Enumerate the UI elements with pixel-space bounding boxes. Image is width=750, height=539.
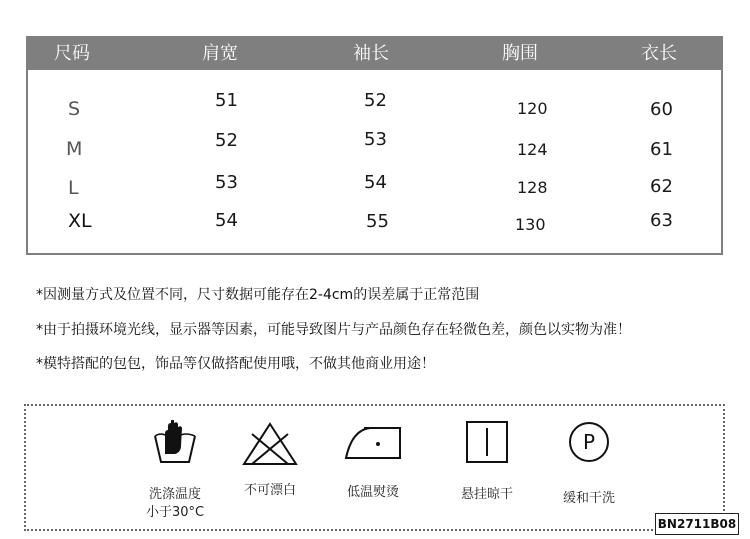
note-measurement: *因测量方式及位置不同，尺寸数据可能存在2-4cm的误差属于正常范围 bbox=[36, 287, 480, 303]
care-label: 不可漂白 bbox=[243, 483, 296, 498]
care-item-bleach bbox=[220, 406, 320, 531]
care-item-iron bbox=[323, 406, 423, 531]
care-label: 缓和干洗 bbox=[562, 491, 615, 506]
hand-wash-icon bbox=[147, 420, 203, 466]
cell-sleeve: 53 bbox=[364, 129, 387, 150]
cell-length: 60 bbox=[650, 99, 673, 120]
care-item-dry bbox=[437, 406, 537, 531]
cell-shoulder: 54 bbox=[215, 210, 238, 231]
header-sleeve: 袖长 bbox=[353, 43, 389, 64]
low-iron-icon bbox=[342, 420, 404, 462]
note-color: *由于拍摄环境光线，显示器等因素，可能导致图片与产品颜色存在轻微色差，颜色以实物为准！ bbox=[36, 322, 631, 338]
cell-size: M bbox=[66, 138, 83, 160]
header-size: 尺码 bbox=[54, 43, 90, 64]
cell-size: XL bbox=[68, 210, 92, 232]
header-chest: 胸围 bbox=[502, 43, 538, 64]
care-label: 悬挂晾干 bbox=[460, 487, 513, 502]
header-length: 衣长 bbox=[641, 43, 677, 64]
professional-clean-icon bbox=[567, 420, 611, 464]
cell-chest: 128 bbox=[517, 178, 548, 197]
cell-length: 61 bbox=[650, 139, 673, 160]
size-table bbox=[26, 36, 723, 255]
care-instructions bbox=[24, 404, 725, 531]
cell-chest: 130 bbox=[515, 215, 546, 234]
cell-length: 63 bbox=[650, 210, 673, 231]
cell-length: 62 bbox=[650, 176, 673, 197]
header-shoulder: 肩宽 bbox=[202, 43, 238, 64]
cell-chest: 120 bbox=[517, 99, 548, 118]
cell-sleeve: 54 bbox=[364, 172, 387, 193]
care-item-wash bbox=[125, 406, 225, 531]
cell-size: S bbox=[68, 98, 81, 120]
table-header bbox=[28, 38, 721, 70]
no-bleach-icon bbox=[240, 420, 300, 468]
care-label-temp: 小于30°C bbox=[145, 505, 205, 520]
hang-dry-icon bbox=[465, 420, 509, 464]
cell-sleeve: 52 bbox=[364, 90, 387, 111]
note-accessories: *模特搭配的包包，饰品等仅做搭配使用哦，不做其他商业用途！ bbox=[36, 356, 435, 372]
cell-sleeve: 55 bbox=[366, 211, 389, 232]
cell-size: L bbox=[68, 177, 79, 199]
care-label: 低温熨烫 bbox=[346, 485, 399, 500]
care-item-dryclean bbox=[539, 406, 639, 531]
care-label: 洗涤温度 bbox=[148, 487, 201, 502]
cell-shoulder: 52 bbox=[215, 130, 238, 151]
product-code: BN2711B08 bbox=[655, 513, 739, 535]
cell-shoulder: 53 bbox=[215, 172, 238, 193]
cell-chest: 124 bbox=[517, 140, 548, 159]
cell-shoulder: 51 bbox=[215, 90, 238, 111]
care-symbol-text: P bbox=[582, 430, 596, 454]
